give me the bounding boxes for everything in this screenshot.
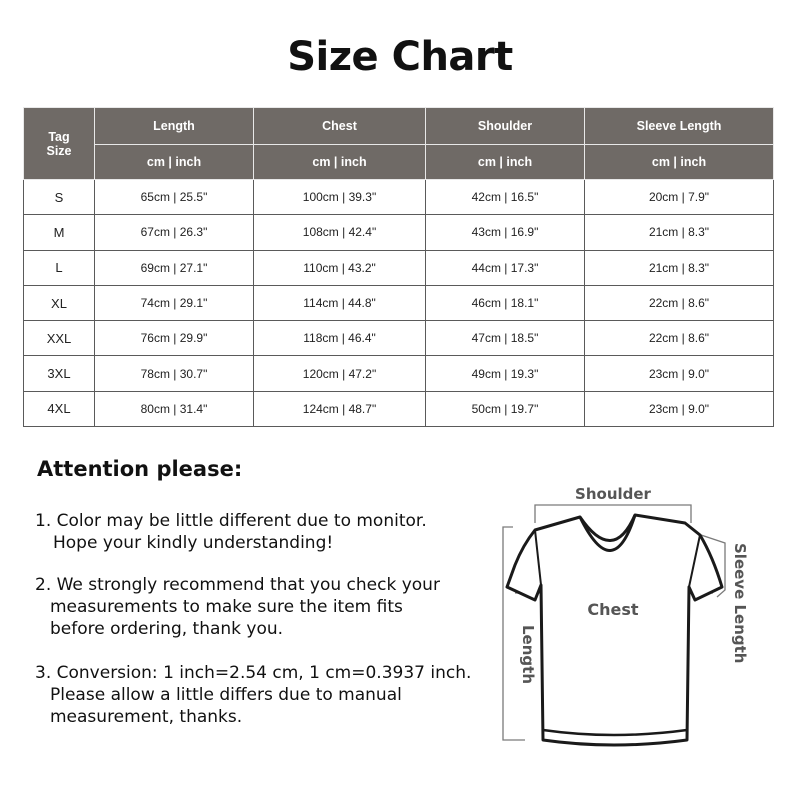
note-line: measurement, thanks.	[50, 707, 243, 727]
sleeve-cell: 23cm | 9.0"	[585, 391, 774, 426]
col-chest-header: Chest	[254, 108, 426, 145]
chest-cell: 100cm | 39.3"	[254, 180, 426, 215]
sleeve-cell: 23cm | 9.0"	[585, 356, 774, 391]
note-line: 3. Conversion: 1 inch=2.54 cm, 1 cm=0.3937 inch.	[35, 663, 472, 683]
length-cell: 67cm | 26.3"	[95, 215, 254, 250]
table-row	[24, 285, 774, 320]
length-cell: 78cm | 30.7"	[95, 356, 254, 391]
length-cell: 76cm | 29.9"	[95, 321, 254, 356]
col-length-header: Length	[95, 108, 254, 145]
sleeve-length-label: Sleeve Length	[731, 543, 749, 664]
tag-cell: 3XL	[24, 356, 95, 391]
tag-size-header	[24, 108, 95, 180]
note-1	[35, 510, 427, 554]
table-row	[24, 215, 774, 250]
tag-cell: S	[24, 180, 95, 215]
sleeve-cell: 21cm | 8.3"	[585, 250, 774, 285]
unit-header-row	[24, 145, 774, 180]
shoulder-cell: 44cm | 17.3"	[426, 250, 585, 285]
note-line: before ordering, thank you.	[50, 619, 284, 639]
length-label: Length	[519, 625, 537, 684]
shoulder-cell: 47cm | 18.5"	[426, 321, 585, 356]
note-line: 2. We strongly recommend that you check your	[35, 575, 440, 595]
page-title: Size Chart	[287, 34, 513, 80]
note-line: measurements to make sure the item fits	[50, 597, 403, 617]
size-header-line: Size	[46, 143, 72, 158]
col-sleeve-header: Sleeve Length	[585, 108, 774, 145]
shoulder-cell: 43cm | 16.9"	[426, 215, 585, 250]
tag-cell: XL	[24, 285, 95, 320]
sleeve-cell: 20cm | 7.9"	[585, 180, 774, 215]
note-line: Please allow a little differs due to manual	[50, 685, 402, 705]
shoulder-cell: 42cm | 16.5"	[426, 180, 585, 215]
note-2	[35, 574, 440, 640]
note-line: Hope your kindly understanding!	[53, 533, 334, 553]
chest-cell: 124cm | 48.7"	[254, 391, 426, 426]
sleeve-cell: 22cm | 8.6"	[585, 321, 774, 356]
table-row	[24, 180, 774, 215]
chest-cell: 110cm | 43.2"	[254, 250, 426, 285]
table-row	[24, 321, 774, 356]
chest-cell: 120cm | 47.2"	[254, 356, 426, 391]
note-3	[35, 662, 471, 728]
length-cell: 69cm | 27.1"	[95, 250, 254, 285]
tag-cell: XXL	[24, 321, 95, 356]
tshirt-outline-icon	[507, 515, 722, 745]
table-header-row	[24, 108, 774, 145]
tag-cell: L	[24, 250, 95, 285]
note-line: 1. Color may be little different due to monitor.	[35, 511, 427, 531]
col-shoulder-header: Shoulder	[426, 108, 585, 145]
sleeve-cell: 22cm | 8.6"	[585, 285, 774, 320]
size-table	[23, 107, 774, 427]
tag-header-line: Tag	[48, 129, 70, 144]
chest-label: Chest	[587, 600, 639, 619]
unit-label: cm | inch	[426, 145, 585, 180]
chest-cell: 114cm | 44.8"	[254, 285, 426, 320]
table-row	[24, 356, 774, 391]
table-row	[24, 391, 774, 426]
shoulder-label: Shoulder	[575, 485, 651, 503]
chest-cell: 108cm | 42.4"	[254, 215, 426, 250]
sleeve-cell: 21cm | 8.3"	[585, 215, 774, 250]
length-cell: 65cm | 25.5"	[95, 180, 254, 215]
unit-label: cm | inch	[254, 145, 426, 180]
shoulder-cell: 49cm | 19.3"	[426, 356, 585, 391]
shoulder-cell: 50cm | 19.7"	[426, 391, 585, 426]
length-cell: 80cm | 31.4"	[95, 391, 254, 426]
attention-title: Attention please:	[37, 457, 243, 481]
tshirt-measurement-diagram	[495, 475, 785, 760]
tag-cell: M	[24, 215, 95, 250]
unit-label: cm | inch	[585, 145, 774, 180]
table-row	[24, 250, 774, 285]
shoulder-cell: 46cm | 18.1"	[426, 285, 585, 320]
tag-cell: 4XL	[24, 391, 95, 426]
chest-cell: 118cm | 46.4"	[254, 321, 426, 356]
length-cell: 74cm | 29.1"	[95, 285, 254, 320]
unit-label: cm | inch	[95, 145, 254, 180]
